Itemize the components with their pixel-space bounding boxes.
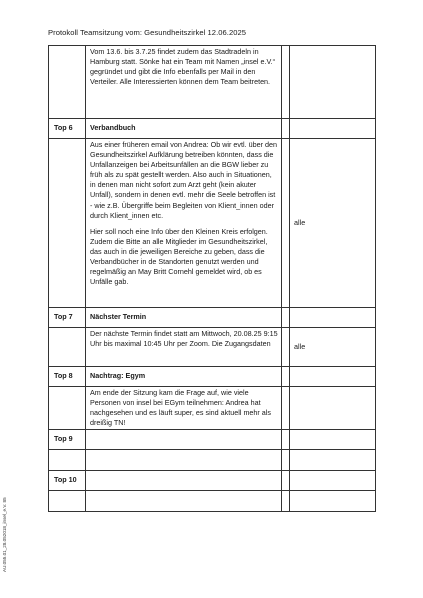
responsible-cell — [290, 450, 376, 471]
responsible-cell — [290, 491, 376, 512]
spacer-cell — [282, 328, 290, 367]
top-body: Am ende der Sitzung kam die Frage auf, wie viele Personen von insel bei EGym teilnehmen: Andrea hat nachgesehen und es läuft super, es sind aktuell mehr als dreißig TN! — [86, 387, 282, 430]
responsible-text: alle — [290, 139, 376, 308]
top-label-cell — [49, 139, 86, 308]
top-label-cell — [49, 46, 86, 119]
responsible-cell — [290, 119, 376, 139]
table-row — [49, 491, 376, 512]
spacer-cell — [282, 119, 290, 139]
responsible-cell — [290, 471, 376, 491]
spacer-cell — [282, 387, 290, 430]
protocol-table — [48, 45, 376, 512]
spacer-cell — [282, 450, 290, 471]
top-label: Top 8 — [49, 367, 86, 387]
table-row — [49, 450, 376, 471]
spacer-cell — [282, 46, 290, 119]
spacer-cell — [282, 139, 290, 308]
document-header: Protokoll Teamsitzung vom: Gesundheitszirkel 12.06.2025 — [48, 28, 247, 37]
table-row — [49, 387, 376, 430]
top-label-cell — [49, 387, 86, 430]
top-label-cell — [49, 328, 86, 367]
spacer-cell — [282, 471, 290, 491]
responsible-cell — [290, 308, 376, 328]
responsible-cell — [290, 430, 376, 450]
spacer-cell — [282, 367, 290, 387]
top-title: Nächster Termin — [86, 308, 282, 328]
top-label: Top 6 — [49, 119, 86, 139]
top-label-cell — [49, 491, 86, 512]
table-row — [49, 328, 376, 367]
top-body: Aus einer früheren email von Andrea: Ob wir evtl. über den Gesundheitszirkel Aufklärung betreiben könnten, dass die Unfallanzeigen bei Arbeitsunfällen an die BGW lieber zu früh als zu spät gestellt werden. Also auch in Situationen, in denen man nicht sofort zum Arzt geht (kein akuter Unfall), sondern in denen evtl. mehr die Seele betroffen ist - wie z.B. Übergriffe beim Begleiten von Klient_innen oder durch Klient_innen etc. Hier soll noch eine Info über den Kleinen Kreis erfolgen. Zudem die Bitte an alle Mitglieder im Gesundheitszirkel, das auch in die jeweiligen Bereiche zu geben, dass die Verbandbücher in de Standorten genutzt werden und regelmäßig an May Britt Cornehl gemeldet wird, ob es Unfälle gab. — [86, 139, 282, 308]
responsible-cell — [290, 367, 376, 387]
form-code: AU.055.01_28.052018_insel_e.V. 85 — [2, 497, 7, 572]
top-label-cell — [49, 450, 86, 471]
table-row — [49, 119, 376, 139]
top-label: Top 10 — [49, 471, 86, 491]
top-title — [86, 430, 282, 450]
top-title: Verbandbuch — [86, 119, 282, 139]
spacer-cell — [282, 430, 290, 450]
responsible-cell — [290, 387, 376, 430]
top-body — [86, 491, 282, 512]
table-row — [49, 139, 376, 308]
top-body: Der nächste Termin findet statt am Mittwoch, 20.08.25 9:15 Uhr bis maximal 10:45 Uhr per Zoom. Die Zugangsdaten — [86, 328, 282, 367]
table-row — [49, 471, 376, 491]
responsible-text: alle — [290, 328, 376, 367]
top-title — [86, 471, 282, 491]
spacer-cell — [282, 491, 290, 512]
top-label: Top 7 — [49, 308, 86, 328]
table-row — [49, 46, 376, 119]
top-label: Top 9 — [49, 430, 86, 450]
top-title: Nachtrag: Egym — [86, 367, 282, 387]
continued-text: Vom 13.6. bis 3.7.25 findet zudem das Stadtradeln in Hamburg statt. Sönke hat ein Team mit Namen „insel e.V.“ gegründet und gibt die Info ebenfalls per Mail in den Verteiler. Alle Interessierten können dem Team beitreten. — [86, 46, 282, 119]
table-row — [49, 308, 376, 328]
top-body — [86, 450, 282, 471]
table-row — [49, 430, 376, 450]
table-row — [49, 367, 376, 387]
responsible-cell — [290, 46, 376, 119]
spacer-cell — [282, 308, 290, 328]
